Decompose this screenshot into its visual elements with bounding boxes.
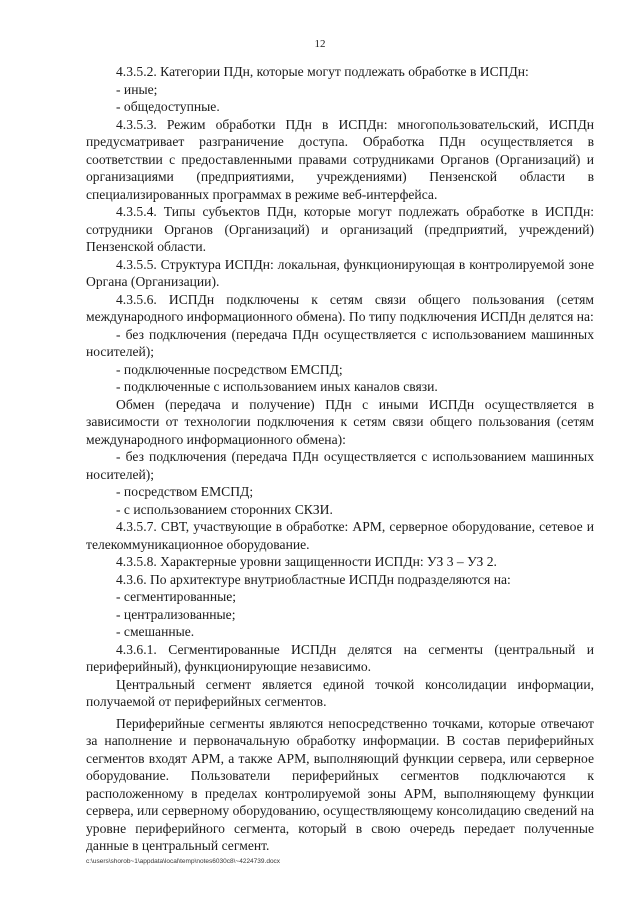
list-item: - общедоступные. [116,99,220,114]
document-body [86,63,594,855]
list-item: - сегментированные; [116,589,237,604]
list-item: - подключенные посредством ЕМСПД; [116,361,343,377]
list-item: - иные; [116,81,158,97]
list-item: - смешанные. [116,624,195,639]
paragraph: 4.3.6. По архитектуре внутриобластные ИСПДн подразделяются на: [116,571,511,587]
footer-file-path: c:\users\shorob~1\appdata\local\temp\notes6030c8\~4224739.docx [86,858,281,865]
list-item: - централизованные; [116,606,236,622]
paragraph: 4.3.5.7. СВТ, участвующие в обработке: АРМ, серверное оборудование, сетевое и телекоммуникационное оборудование. [86,519,594,552]
list-item: - подключенные с использованием иных каналов связи. [116,379,438,394]
paragraph: 4.3.5.8. Характерные уровни защищенности ИСПДн: УЗ 3 – УЗ 2. [116,554,497,569]
list-item: - без подключения (передача ПДн осуществляется с использованием машинных носителей); [86,449,594,482]
list-item: - с использованием сторонних СКЗИ. [116,501,333,517]
page-number: 12 [314,38,326,50]
paragraph: Центральный сегмент является единой точкой консолидации информации, получаемой от периферийных сегментов. [86,676,594,709]
list-item: - без подключения (передача ПДн осуществляется с использованием машинных носителей); [86,326,594,359]
paragraph: 4.3.5.6. ИСПДн подключены к сетям связи общего пользования (сетям международного информационного обмена). По типу подключения ИСПДн делятся на: [86,291,594,324]
paragraph: Периферийные сегменты являются непосредственно точками, которые отвечают за наполнение и первоначальную обработку информации. В состав периферийных сегментов входят АРМ, а также АРМ, выполняющий функции сервера, или серверное оборудование. Пользователи периферийных сегментов подключаются к расположенному в пределах контролируемой зоны АРМ, выполняющему функции сервера, или серверному оборудованию, осуществляющему консолидацию сведений на уровне периферийного сегмента, который в свою очередь передает полученные данные в центральный сегмент. [86,715,594,853]
list-item: - посредством ЕМСПД; [116,484,254,499]
paragraph: 4.3.6.1. Сегментированные ИСПДн делятся на сегменты (центральный и периферийный), функционирующие независимо. [86,641,594,674]
paragraph: 4.3.5.5. Структура ИСПДн: локальная, функционирующая в контролируемой зоне Органа (Организации). [86,256,594,289]
paragraph: 4.3.5.3. Режим обработки ПДн в ИСПДн: многопользовательский, ИСПДн предусматривает разграничение доступа. Обработка ПДн осуществляется в соответствии с предоставленными правами сотрудниками Органов (Организаций) и организациями (предприятиями, учреждениями) Пензенской области в специализированных программах в режиме веб-интерфейса. [86,116,594,202]
paragraph: 4.3.5.2. Категории ПДн, которые могут подлежать обработке в ИСПДн: [116,64,529,79]
paragraph: Обмен (передача и получение) ПДн с иными ИСПДн осуществляется в зависимости от технологии подключения к сетям связи общего пользования (сетям международного информационного обмена): [86,396,594,447]
paragraph: 4.3.5.4. Типы субъектов ПДн, которые могут подлежать обработке в ИСПДн: сотрудники Органов (Организаций) и организаций (предприятий, учреждений) Пензенской области. [86,204,594,254]
